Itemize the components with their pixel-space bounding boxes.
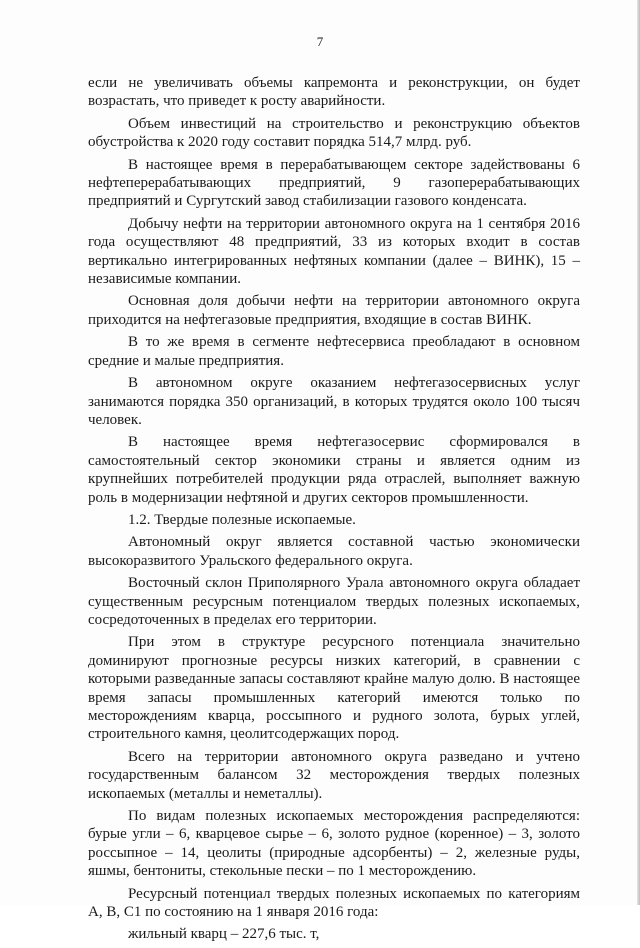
paragraph: Основная доля добычи нефти на территории автономного округа приходится на нефтегазовые предприятия, входящие в состав ВИНК. — [88, 293, 580, 328]
page-number: 7 — [316, 34, 324, 49]
paragraph: Восточный склон Приполярного Урала автономного округа обладает существенным ресурсным потенциалом твердых полезных ископаемых, сосредоточенных в пределах его территории. — [88, 575, 580, 628]
paragraph: Автономный округ является составной частью экономически высокоразвитого Уральского федерального округа. — [88, 534, 580, 569]
document-body — [88, 74, 580, 948]
paragraph: В то же время в сегменте нефтесервиса преобладают в основном средние и малые предприятия. — [88, 334, 580, 369]
paragraph: Добычу нефти на территории автономного округа на 1 сентября 2016 года осуществляют 48 предприятий, 33 из которых входит в состав вертикально интегрированных нефтяных компании (далее – ВИНК), 15 – независимые компании. — [88, 215, 580, 288]
paragraph: если не увеличивать объемы капремонта и реконструкции, он будет возрастать, что приведет к росту аварийности. — [88, 75, 580, 110]
paragraph: жильный кварц – 227,6 тыс. т, — [128, 926, 320, 943]
paragraph: Объем инвестиций на строительство и реконструкцию объектов обустройства к 2020 году составит порядка 514,7 млрд. руб. — [88, 115, 580, 151]
paragraph: По видам полезных ископаемых месторождения распределяются: бурые угли – 6, кварцевое сырье – 6, золото рудное (коренное) – 3, золото россыпное – 14, цеолиты (природные адсорбенты) – 2, железные руды, яшмы, бентониты, стекольные пески – по 1 месторождению. — [88, 808, 580, 880]
paragraph: 1.2. Твердые полезные ископаемые. — [128, 511, 356, 528]
paragraph: В настоящее время нефтегазосервис сформировался в самостоятельный сектор экономики страны и является одним из крупнейших потребителей продукции ряда отраслей, выполняет важную роль в модернизации нефтяной и других секторов промышленности. — [88, 434, 580, 506]
paragraph: В настоящее время в перерабатывающем секторе задействованы 6 нефтеперерабатывающих предприятий, 9 газоперерабатывающих предприятий и Сургутский завод стабилизации газового конденсата. — [88, 156, 580, 210]
paragraph: Всего на территории автономного округа разведано и учтено государственным балансом 32 месторождения твердых полезных ископаемых (металлы и неметаллы). — [88, 748, 580, 802]
paragraph: Ресурсный потенциал твердых полезных ископаемых по категориям А, В, С1 по состоянию на 1 января 2016 года: — [88, 885, 580, 921]
paragraph: В автономном округе оказанием нефтегазосервисных услуг занимаются порядка 350 организаций, в которых трудятся около 100 тысяч человек. — [88, 375, 580, 428]
paragraph: При этом в структуре ресурсного потенциала значительно доминируют прогнозные ресурсы низких категорий, в сравнении с которыми разведанные запасы составляют крайне малую долю. В настоящее время запасы промышленных категорий имеются только по месторождениям кварца, россыпного и рудного золота, бурых углей, строительного камня, цеолитсодержащих пород. — [88, 634, 580, 743]
